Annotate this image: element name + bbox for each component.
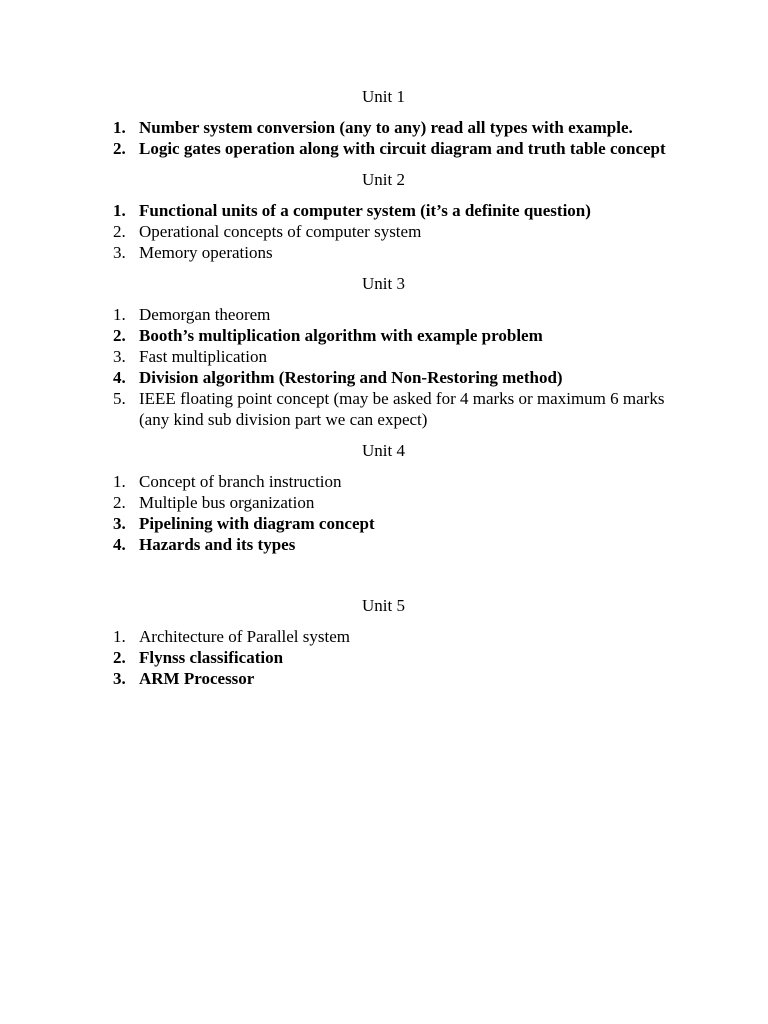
document-content [113,86,668,699]
unit-section-5 [113,595,668,689]
item-number: 1. [113,627,126,646]
list-item [113,346,668,367]
item-text: ARM Processor [139,669,255,688]
list-item [113,513,668,534]
item-number: 3. [113,347,126,366]
item-text: Functional units of a computer system (it’s a definite question) [139,201,591,220]
list-item [113,138,668,159]
item-number: 5. [113,389,126,408]
unit-section-4 [113,440,668,555]
item-text: Division algorithm (Restoring and Non-Restoring method) [139,368,563,387]
unit-list [113,200,668,263]
item-text: Demorgan theorem [139,305,271,324]
unit-section-3 [113,273,668,430]
item-text: Concept of branch instruction [139,472,342,491]
item-number: 1. [113,201,126,220]
item-text: Number system conversion (any to any) read all types with example. [139,118,633,137]
item-text: IEEE floating point concept (may be asked for 4 marks or maximum 6 marks (any kind sub division part we can expect) [139,389,665,429]
item-number: 2. [113,222,126,241]
unit-heading: Unit 2 [362,170,405,189]
item-number: 2. [113,493,126,512]
list-item [113,492,668,513]
list-item [113,367,668,388]
list-item [113,388,668,430]
unit-list [113,626,668,689]
item-text: Logic gates operation along with circuit diagram and truth table concept [139,139,666,158]
item-number: 3. [113,514,126,533]
item-number: 4. [113,535,126,554]
list-item [113,471,668,492]
item-number: 3. [113,243,126,262]
list-item [113,325,668,346]
unit-heading: Unit 5 [362,596,405,615]
item-number: 2. [113,648,126,667]
item-text: Hazards and its types [139,535,296,554]
item-text: Architecture of Parallel system [139,627,351,646]
list-item [113,117,668,138]
item-number: 1. [113,305,126,324]
list-item [113,647,668,668]
item-number: 1. [113,118,126,137]
item-number: 2. [113,139,126,158]
item-number: 3. [113,669,126,688]
unit-heading: Unit 3 [362,274,405,293]
list-item [113,242,668,263]
list-item [113,221,668,242]
item-text: Flynss classification [139,648,284,667]
item-text: Multiple bus organization [139,493,315,512]
item-text: Memory operations [139,243,273,262]
unit-section-1 [113,86,668,159]
unit-list [113,117,668,159]
item-text: Pipelining with diagram concept [139,514,375,533]
item-text: Fast multiplication [139,347,267,366]
list-item [113,304,668,325]
list-item [113,626,668,647]
list-item [113,534,668,555]
item-number: 4. [113,368,126,387]
list-item [113,668,668,689]
unit-list [113,471,668,555]
unit-heading: Unit 4 [362,441,405,460]
list-item [113,200,668,221]
item-text: Booth’s multiplication algorithm with example problem [139,326,543,345]
unit-section-2 [113,169,668,263]
item-number: 1. [113,472,126,491]
item-text: Operational concepts of computer system [139,222,422,241]
item-number: 2. [113,326,126,345]
unit-heading: Unit 1 [362,87,405,106]
unit-list [113,304,668,430]
